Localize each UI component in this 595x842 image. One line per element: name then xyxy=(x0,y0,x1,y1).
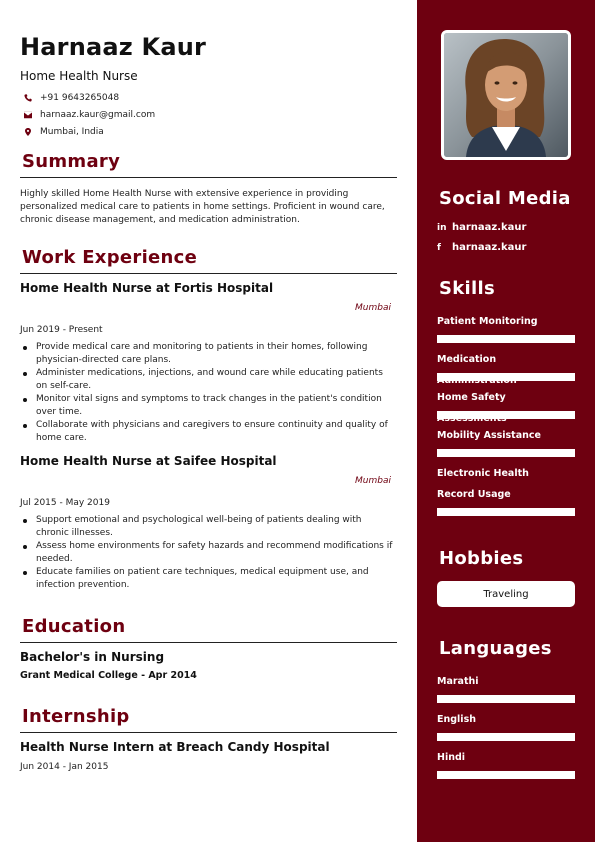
summary-line: personalized medical care to patients in home settings. Proficient in wound care, xyxy=(20,202,385,212)
experience-heading: Work Experience xyxy=(22,247,198,268)
list-item: Monitor vital signs and symptoms to track changes in the patient's condition over time. xyxy=(36,393,396,419)
job-title: Home Health Nurse at Fortis Hospital xyxy=(20,281,274,295)
skill-label: Electronic Health Record Usage xyxy=(437,468,529,500)
skill-bar xyxy=(437,335,575,343)
skill-bar xyxy=(437,449,575,457)
profile-photo-illustration xyxy=(444,33,568,157)
internship-title: Health Nurse Intern at Breach Candy Hospital xyxy=(20,740,330,754)
skill-bar-fill xyxy=(437,411,575,419)
experience-divider xyxy=(20,273,397,274)
skill-bar xyxy=(437,411,575,419)
job-location: Mumbai xyxy=(355,303,391,313)
summary-text xyxy=(20,188,390,227)
contact-phone xyxy=(22,92,119,104)
social-linkedin[interactable] xyxy=(437,222,526,233)
email-text[interactable]: harnaaz.kaur@gmail.com xyxy=(40,110,156,120)
candidate-name: Harnaaz Kaur xyxy=(20,33,207,61)
language-bar xyxy=(437,733,575,741)
skill-label: Mobility Assistance xyxy=(437,430,541,441)
facebook-icon: f xyxy=(437,242,441,253)
language-bar-fill xyxy=(437,733,575,741)
skill-bar-fill xyxy=(437,335,575,343)
location-pin-icon xyxy=(22,126,34,138)
skill-bar xyxy=(437,508,575,516)
list-item: Collaborate with physicians and caregivers to ensure continuity and quality of home care. xyxy=(36,419,396,445)
language-label: Marathi xyxy=(437,676,479,687)
phone-text: +91 9643265048 xyxy=(40,93,120,103)
education-school: Grant Medical College - Apr 2014 xyxy=(20,670,197,681)
email-icon xyxy=(22,109,34,121)
language-label: English xyxy=(437,714,476,725)
skill-bar-fill xyxy=(437,373,575,381)
list-item: Educate families on patient care techniques, medical equipment use, and infection prevention. xyxy=(36,566,396,592)
job-dates: Jul 2015 - May 2019 xyxy=(20,498,110,508)
profile-photo xyxy=(441,30,571,160)
language-bar xyxy=(437,771,575,779)
job-dates: Jun 2019 - Present xyxy=(20,325,103,335)
internship-divider xyxy=(20,732,397,733)
internship-heading: Internship xyxy=(22,706,130,727)
linkedin-icon: in xyxy=(437,222,447,233)
skills-heading: Skills xyxy=(439,278,495,299)
skill-label: Medication xyxy=(437,354,497,365)
skill-label: Patient Monitoring xyxy=(437,316,538,327)
social-handle[interactable]: harnaaz.kaur xyxy=(452,222,527,233)
language-bar xyxy=(437,695,575,703)
education-degree: Bachelor's in Nursing xyxy=(20,650,165,664)
internship-dates: Jun 2014 - Jan 2015 xyxy=(20,762,109,772)
job-bullets xyxy=(36,514,396,592)
list-item: Support emotional and psychological well-being of patients dealing with chronic illnesses. xyxy=(36,514,396,540)
language-bar-fill xyxy=(437,771,575,779)
list-item: Assess home environments for safety hazards and recommend modifications if needed. xyxy=(36,540,396,566)
list-item: Administer medications, injections, and wound care while educating patients on self-care. xyxy=(36,367,396,393)
job-bullets xyxy=(36,341,396,445)
candidate-title: Home Health Nurse xyxy=(20,69,138,83)
skill-label: Home Safety xyxy=(437,392,506,403)
phone-icon xyxy=(22,92,34,104)
contact-email xyxy=(22,109,155,121)
skill-bar-fill xyxy=(437,508,575,516)
social-handle[interactable]: harnaaz.kaur xyxy=(452,242,527,253)
hobby-tag: Traveling xyxy=(437,581,575,607)
job-title: Home Health Nurse at Saifee Hospital xyxy=(20,454,277,468)
languages-heading: Languages xyxy=(439,638,552,659)
language-bar-fill xyxy=(437,695,575,703)
education-divider xyxy=(20,642,397,643)
education-heading: Education xyxy=(22,616,126,637)
social-facebook[interactable] xyxy=(437,242,526,253)
skill-bar xyxy=(437,373,575,381)
contact-location xyxy=(22,126,104,138)
summary-divider xyxy=(20,177,397,178)
social-heading: Social Media xyxy=(439,188,571,209)
location-text: Mumbai, India xyxy=(40,127,104,137)
hobbies-heading: Hobbies xyxy=(439,548,524,569)
skill-bar-fill xyxy=(437,449,575,457)
language-label: Hindi xyxy=(437,752,466,763)
summary-heading: Summary xyxy=(22,151,121,172)
summary-line: chronic disease management, and medication administration. xyxy=(20,215,300,225)
summary-line: Highly skilled Home Health Nurse with extensive experience in providing xyxy=(20,189,349,199)
job-location: Mumbai xyxy=(355,476,391,486)
list-item: Provide medical care and monitoring to patients in their homes, following physician-directed care plans. xyxy=(36,341,396,367)
